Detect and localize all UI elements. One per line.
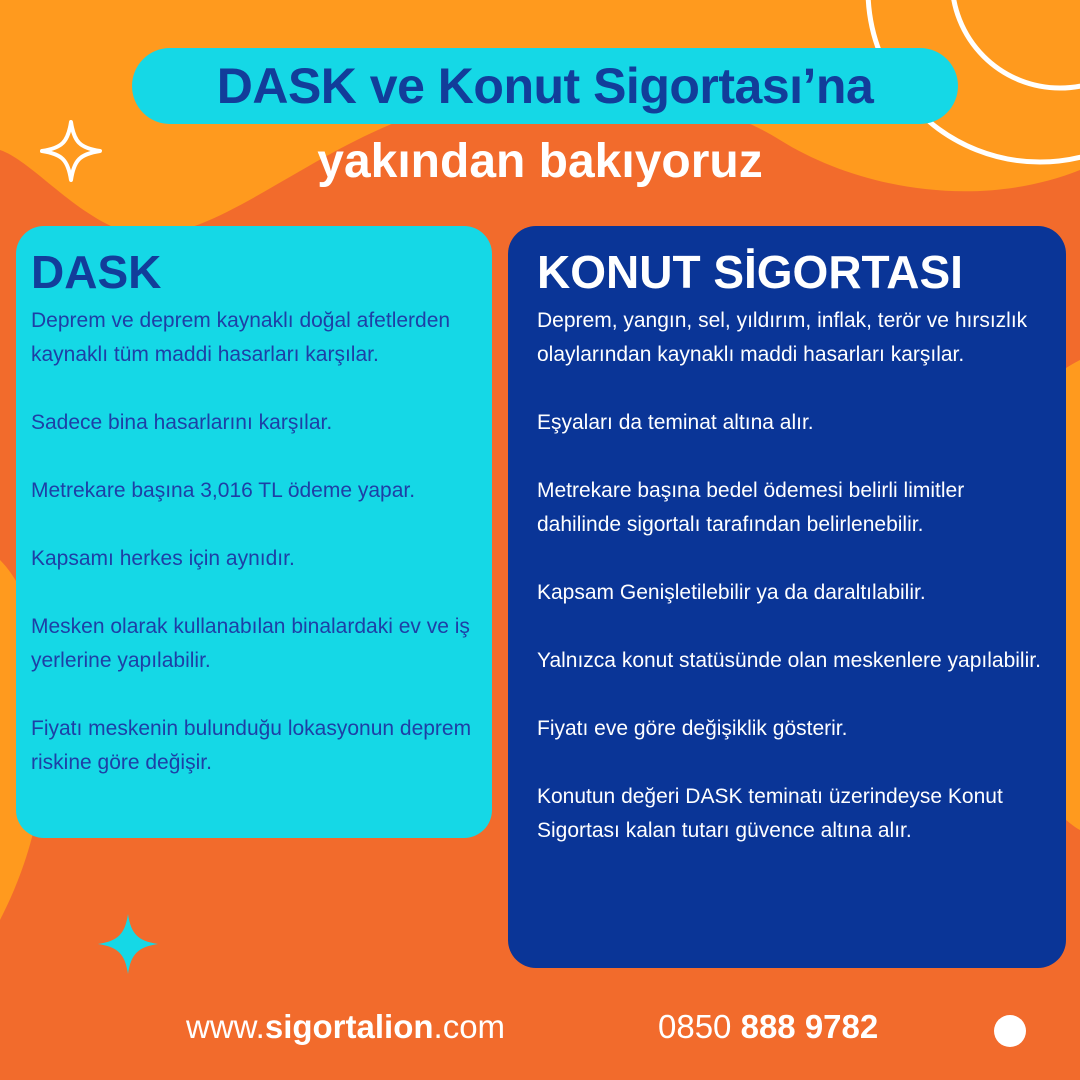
konut-item: Yalnızca konut statüsünde olan meskenlere yapılabilir. [537, 649, 1041, 672]
konut-item: Fiyatı eve göre değişiklik gösterir. [537, 717, 848, 740]
konut-item: Kapsam Genişletilebilir ya da daraltılabilir. [537, 581, 926, 604]
dask-item: Mesken olarak kullanabılan binalardaki ev ve iş yerlerine yapılabilir. [31, 615, 470, 672]
konut-card [508, 226, 1066, 968]
dask-item: Kapsamı herkes için aynıdır. [31, 547, 295, 570]
page-subtitle: yakından bakıyoruz [317, 135, 763, 188]
dask-card [16, 226, 492, 838]
page-title: DASK ve Konut Sigortası’na [216, 58, 874, 114]
url-brand: sigortalion [264, 1008, 434, 1045]
title-pill [132, 48, 958, 124]
dask-item: Deprem ve deprem kaynaklı doğal afetlerden kaynaklı tüm maddi hasarları karşılar. [31, 309, 451, 366]
sparkle-filled-icon [96, 912, 160, 976]
url-prefix: www. [186, 1008, 265, 1045]
white-dot [994, 1015, 1026, 1047]
konut-heading: KONUT SİGORTASI [537, 246, 963, 298]
dask-heading: DASK [31, 246, 162, 298]
konut-item: Metrekare başına bedel ödemesi belirli limitler dahilinde sigortalı tarafından belirlenebilir. [537, 479, 965, 536]
dask-item: Fiyatı meskenin bulunduğu lokasyonun deprem riskine göre değişir. [31, 717, 472, 774]
phone-number[interactable] [658, 1008, 878, 1046]
dask-item: Metrekare başına 3,016 TL ödeme yapar. [31, 479, 416, 502]
konut-item: Deprem, yangın, sel, yıldırım, inflak, terör ve hırsızlık olaylarından kaynaklı maddi hasarları karşılar. [537, 309, 1028, 366]
phone-rest: 888 9782 [740, 1008, 879, 1045]
website-link[interactable] [186, 1008, 505, 1046]
url-suffix: .com [433, 1008, 506, 1045]
konut-item: Eşyaları da teminat altına alır. [537, 411, 814, 434]
dask-item: Sadece bina hasarlarını karşılar. [31, 411, 333, 434]
konut-item: Konutun değeri DASK teminatı üzerindeyse Konut Sigortası kalan tutarı güvence altına alır. [537, 785, 1003, 842]
phone-prefix: 0850 [658, 1008, 741, 1045]
